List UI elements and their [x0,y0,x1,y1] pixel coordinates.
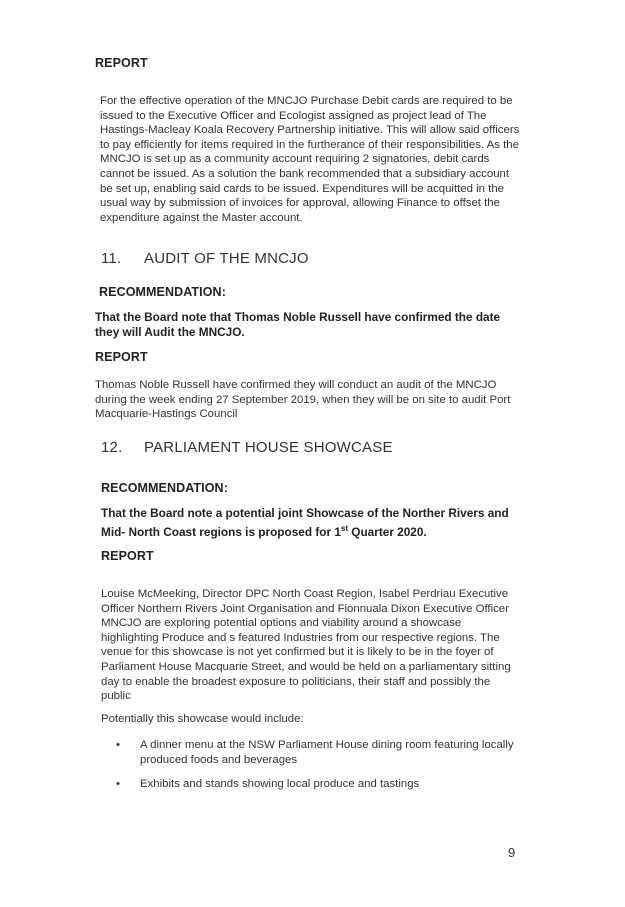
bullet-icon: • [116,739,120,751]
report-label: REPORT [95,56,148,70]
bullet-text: A dinner menu at the NSW Parliament House dining room featuring locally produced foods and beverages [140,739,514,766]
section-12-title: PARLIAMENT HOUSE SHOWCASE [144,439,393,456]
section-12-recommendation [101,506,521,540]
bullet-item [116,738,526,767]
section-12-include-intro: Potentially this showcase would include: [101,713,304,725]
section-11-recommendation-label: RECOMMENDATION: [99,285,226,299]
section-11-report: Thomas Noble Russell have confirmed they will conduct an audit of the MNCJO during the week ending 27 September 2019, when they will be on site to audit Port Macquarie-Hastings Council [95,379,511,421]
bullet-text: Exhibits and stands showing local produce and tastings [140,778,420,791]
section-12-report: Louise McMeeking, Director DPC North Coast Region, Isabel Perdriau Executive Officer Northern Rivers Joint Organisation and Fionnuala Dixon Executive Officer MNCJO are exploring potential options and viability around a showcase highlighting Produce and s featured Industries from our respective regions. The venue for this showcase is not yet confirmed but it is likely to be in the foyer of Parliament House Macquarie Street, and would be held on a parliamentary sitting day to enable the broadest exposure to politicians, their staff and possibly the public [101,588,511,703]
report-paragraph: For the effective operation of the MNCJO Purchase Debit cards are required to be issued to the Executive Officer and Ecologist assigned as project lead of The Hastings-Macleay Koala Recovery Partnership initiative. This will allow said officers to pay efficiently for items required in the furtherance of their responsibilities. As the MNCJO is set up as a community account requiring 2 signatories, debit cards cannot be issued. As a solution the bank recommended that a subsidiary account be set up, enabling said cards to be issued. Expenditures will be acquitted in the usual way by submission of invoices for approval, allowing Finance to offset the expenditure against the Master account. [100,95,520,224]
section-12-heading [101,439,393,456]
page-number: 9 [508,845,516,860]
section-11-heading [101,250,309,267]
section-12-number: 12. [101,439,123,456]
section-11-report-label: REPORT [95,350,148,364]
recommendation-text: That the Board note a potential joint Showcase of the Norther Rivers and Mid- North Coast regions is proposed for 1 [101,506,509,539]
section-11-number: 11. [101,250,122,267]
section-11-recommendation: That the Board note that Thomas Noble Russell have confirmed the date they will Audit the MNCJO. [95,310,501,339]
section-11-title: AUDIT OF THE MNCJO [144,250,309,267]
section-12-report-label: REPORT [101,549,154,563]
bullet-item [116,777,526,792]
showcase-bullet-list [116,738,526,802]
recommendation-text-end: Quarter 2020. [348,524,427,539]
recommendation-superscript: st [340,524,349,533]
bullet-icon: • [116,778,120,791]
section-12-recommendation-label: RECOMMENDATION: [101,481,228,495]
